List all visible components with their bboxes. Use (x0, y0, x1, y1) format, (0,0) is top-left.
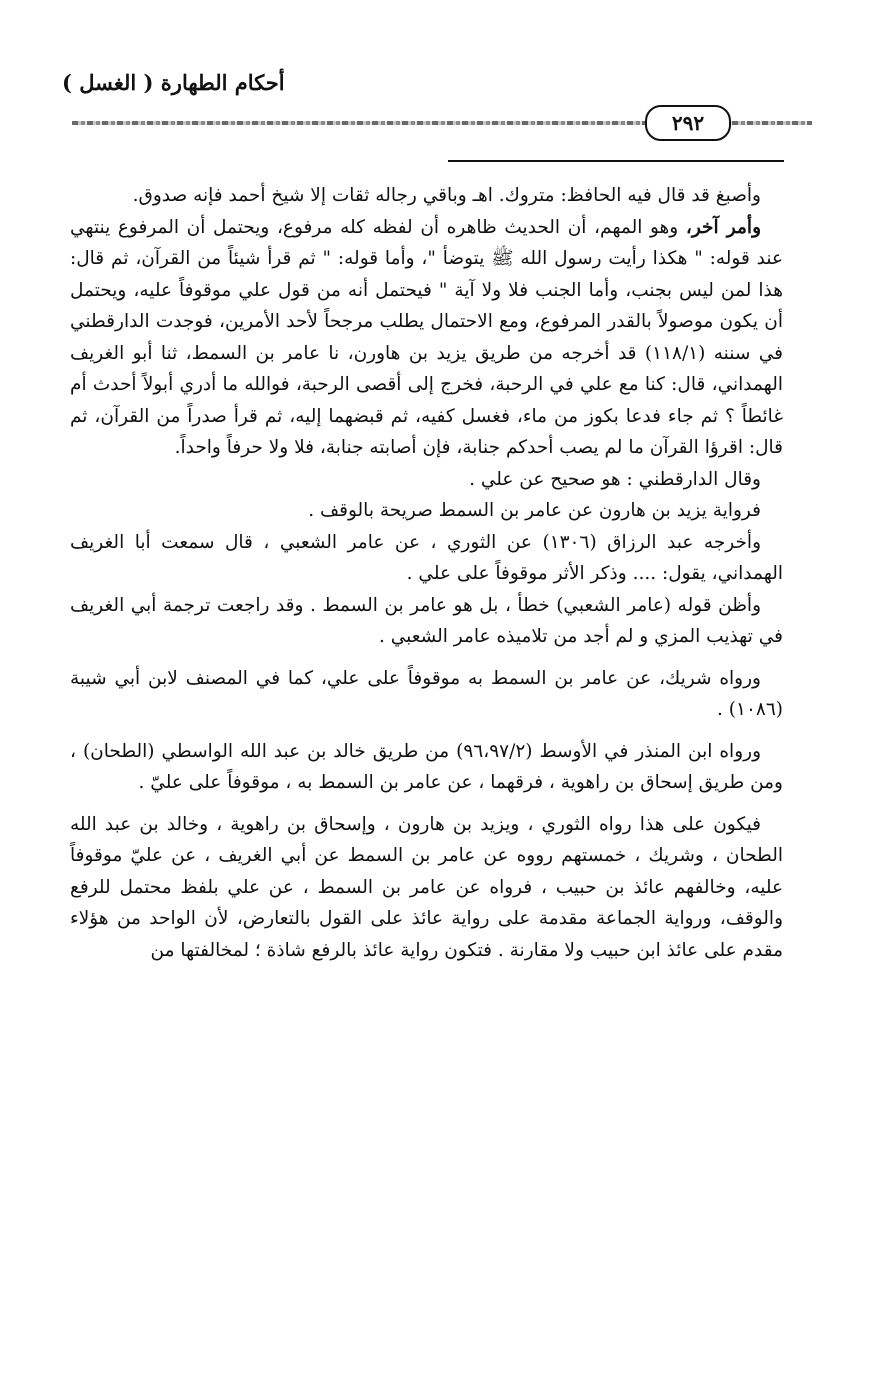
paragraph (70, 590, 783, 653)
paragraph-text: فرواية يزيد بن هارون عن عامر بن السمط صريحة بالوقف . (308, 500, 761, 521)
paragraph (70, 464, 783, 496)
paragraph-text: فيكون على هذا رواه الثوري ، ويزيد بن هارون ، وإسحاق بن راهوية ، وخالد بن عبد الله الطحان ، وشريك ، خمستهم رووه عن عامر بن السمط عن أبي الغريف ، عن عليّ موقوفاً عليه، وخالفهم عائذ بن حبيب ، فرواه عن عامر بن السمط ، عن علي بلفظ محتمل للرفع والوقف، ورواية الجماعة مقدمة على رواية عائذ على القول بالتعارض، لأن الواحد من هؤلاء مقدم على عائذ ابن حبيب ولا مقارنة . فتكون رواية عائذ بالرفع شاذة ؛ لمخالفتها من (70, 813, 783, 961)
paragraph (70, 663, 783, 726)
page-number-badge: ٢٩٢ (645, 105, 731, 141)
paragraph (70, 527, 783, 590)
paragraph-text: ورواه شريك، عن عامر بن السمط به موقوفاً على علي، كما في المصنف لابن أبي شيبة (١٠٨٦) . (70, 667, 783, 720)
paragraph (70, 736, 783, 799)
running-header-title: أحكام الطهارة ( الغسل ) (62, 70, 285, 95)
paragraph (70, 212, 783, 464)
paragraph-text: وأخرجه عبد الرزاق (١٣٠٦) عن الثوري ، عن عامر الشعبي ، قال سمعت أبا الغريف الهمداني، يقول: .... وذكر الأثر موقوفاً على علي . (70, 531, 783, 584)
paragraph-text: وأظن قوله (عامر الشعبي) خطأ ، بل هو عامر بن السمط . وقد راجعت ترجمة أبي الغريف في تهذيب المزي و لم أجد من تلاميذه عامر الشعبي . (70, 594, 783, 647)
paragraph-text: ورواه ابن المنذر في الأوسط (٩٦،٩٧/٢) من طريق خالد بن عبد الله الواسطي (الطحان) ، ومن طريق إسحاق بن راهوية ، فرقهما ، عن عامر بن السمط به ، موقوفاً على عليّ . (70, 740, 783, 793)
paragraph (70, 809, 783, 967)
paragraph-text: وهو المهم، أن الحديث ظاهره أن لفظه كله مرفوع، ويحتمل أن المرفوع ينتهي عند قوله: " هكذا رأيت رسول الله ﷺ يتوضأ "، وأما قوله: " ثم قرأ شيئاً من القرآن، ثم قال: هذا لمن ليس بجنب، وأما الجنب فلا ولا آية " فيحتمل أنه من قول علي موقوفاً عليه، ويحتمل أن يكون موصولاً بالقدر المرفوع، ومع الاحتمال يطلب مرجحاً لأحد الأمرين، فوجدت الدارقطني في سننه (١١٨/١) قد أخرجه من طريق يزيد بن هاورن، نا عامر بن السمط، ثنا أبو الغريف الهمداني، قال: كنا مع علي في الرحبة، فخرج إلى أقصى الرحبة، فوالله ما أدري أبولاً أحدث أم غائطاً ؟ ثم جاء فدعا بكوز من ماء، فغسل كفيه، ثم قبضهما إليه، ثم قرأ صدراً من القرآن، ثم قال: اقرؤا القرآن ما لم يصب أحدكم جنابة، فإن أصابته جنابة، فلا ولا حرفاً واحداً. (70, 216, 784, 458)
separator-rule (448, 160, 784, 162)
paragraph-text: وأصبغ قد قال فيه الحافظ: متروك. اهـ وباقي رجاله ثقات إلا شيخ أحمد فإنه صدوق. (132, 185, 761, 206)
paragraph (70, 495, 783, 527)
page-body (70, 180, 783, 966)
paragraph-text: وقال الدارقطني : هو صحيح عن علي . (469, 468, 761, 490)
paragraph (70, 180, 783, 212)
paragraph-lead: وأمر آخر، (685, 216, 761, 238)
